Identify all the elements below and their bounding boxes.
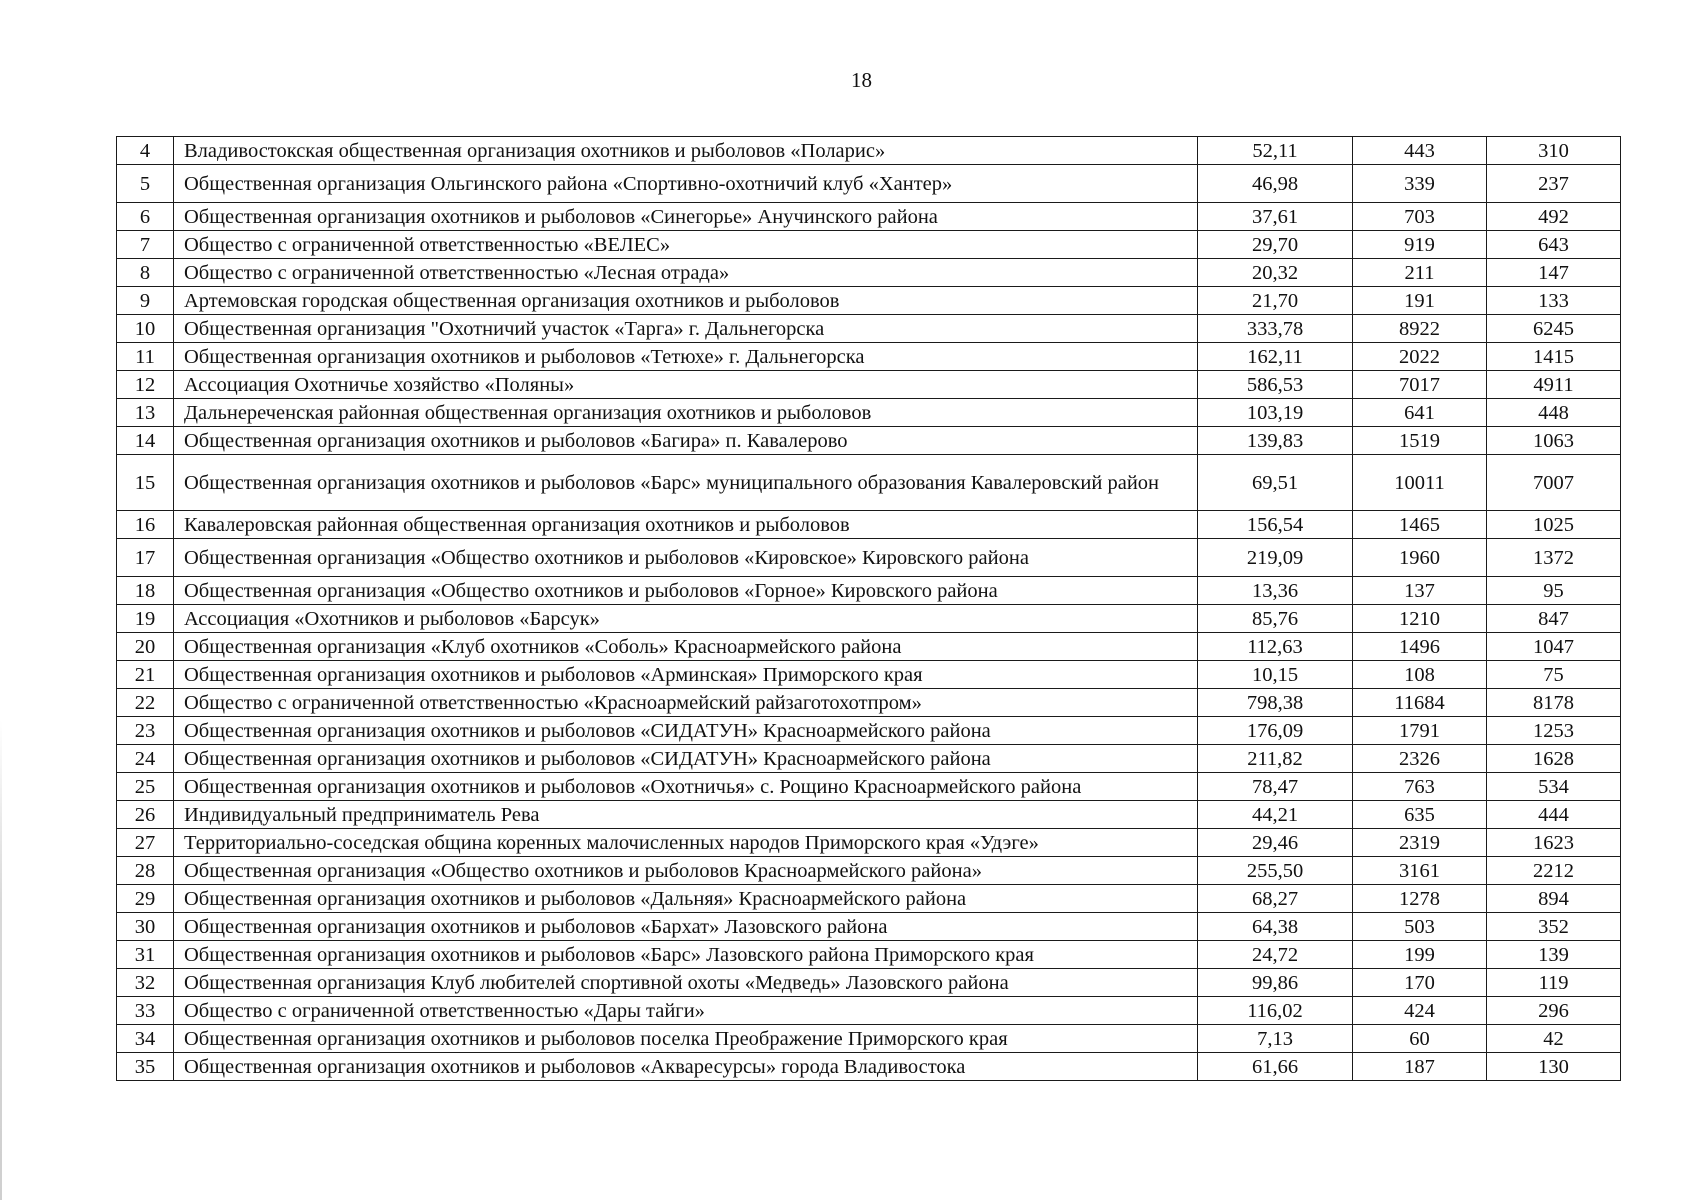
area-value: 139,83 bbox=[1198, 427, 1353, 455]
table-row bbox=[117, 689, 1621, 717]
row-number: 12 bbox=[117, 371, 174, 399]
organization-name: Дальнереченская районная общественная организация охотников и рыболовов bbox=[174, 399, 1198, 427]
value-1: 1496 bbox=[1353, 633, 1487, 661]
table-row bbox=[117, 633, 1621, 661]
value-1: 443 bbox=[1353, 137, 1487, 165]
table-row bbox=[117, 1053, 1621, 1081]
value-2: 139 bbox=[1487, 941, 1621, 969]
value-2: 133 bbox=[1487, 287, 1621, 315]
table-row bbox=[117, 857, 1621, 885]
row-number: 28 bbox=[117, 857, 174, 885]
value-1: 1960 bbox=[1353, 539, 1487, 577]
value-2: 1253 bbox=[1487, 717, 1621, 745]
table-body bbox=[117, 137, 1621, 1081]
value-2: 1628 bbox=[1487, 745, 1621, 773]
row-number: 21 bbox=[117, 661, 174, 689]
value-1: 191 bbox=[1353, 287, 1487, 315]
table-row bbox=[117, 1025, 1621, 1053]
organization-name: Общественная организация охотников и рыболовов «Арминская» Приморского края bbox=[174, 661, 1198, 689]
row-number: 5 bbox=[117, 165, 174, 203]
table-row bbox=[117, 427, 1621, 455]
value-2: 352 bbox=[1487, 913, 1621, 941]
value-2: 444 bbox=[1487, 801, 1621, 829]
value-2: 130 bbox=[1487, 1053, 1621, 1081]
area-value: 162,11 bbox=[1198, 343, 1353, 371]
value-1: 2319 bbox=[1353, 829, 1487, 857]
row-number: 32 bbox=[117, 969, 174, 997]
organization-name: Общественная организация охотников и рыболовов «Барс» Лазовского района Приморского края bbox=[174, 941, 1198, 969]
value-2: 1415 bbox=[1487, 343, 1621, 371]
table-row bbox=[117, 399, 1621, 427]
table-row bbox=[117, 745, 1621, 773]
row-number: 11 bbox=[117, 343, 174, 371]
value-1: 635 bbox=[1353, 801, 1487, 829]
organization-name: Общественная организация охотников и рыболовов поселка Преображение Приморского края bbox=[174, 1025, 1198, 1053]
value-1: 1519 bbox=[1353, 427, 1487, 455]
value-1: 170 bbox=[1353, 969, 1487, 997]
value-2: 2212 bbox=[1487, 857, 1621, 885]
area-value: 7,13 bbox=[1198, 1025, 1353, 1053]
organization-name: Общественная организация охотников и рыболовов «Тетюхе» г. Дальнегорска bbox=[174, 343, 1198, 371]
table-row bbox=[117, 605, 1621, 633]
organization-name: Общественная организация "Охотничий участок «Тарга» г. Дальнегорска bbox=[174, 315, 1198, 343]
value-2: 1372 bbox=[1487, 539, 1621, 577]
value-1: 641 bbox=[1353, 399, 1487, 427]
row-number: 33 bbox=[117, 997, 174, 1025]
table-row bbox=[117, 829, 1621, 857]
value-2: 95 bbox=[1487, 577, 1621, 605]
value-2: 1063 bbox=[1487, 427, 1621, 455]
row-number: 18 bbox=[117, 577, 174, 605]
row-number: 26 bbox=[117, 801, 174, 829]
value-2: 75 bbox=[1487, 661, 1621, 689]
organization-name: Общественная организация охотников и рыболовов «СИДАТУН» Красноармейского района bbox=[174, 717, 1198, 745]
row-number: 27 bbox=[117, 829, 174, 857]
page-number: 18 bbox=[851, 68, 872, 92]
organization-name: Артемовская городская общественная организация охотников и рыболовов bbox=[174, 287, 1198, 315]
row-number: 4 bbox=[117, 137, 174, 165]
area-value: 798,38 bbox=[1198, 689, 1353, 717]
area-value: 21,70 bbox=[1198, 287, 1353, 315]
value-2: 8178 bbox=[1487, 689, 1621, 717]
area-value: 64,38 bbox=[1198, 913, 1353, 941]
organization-name: Общественная организация охотников и рыболовов «СИДАТУН» Красноармейского района bbox=[174, 745, 1198, 773]
area-value: 255,50 bbox=[1198, 857, 1353, 885]
organization-name: Ассоциация «Охотников и рыболовов «Барсук» bbox=[174, 605, 1198, 633]
value-1: 339 bbox=[1353, 165, 1487, 203]
table-row bbox=[117, 941, 1621, 969]
value-2: 894 bbox=[1487, 885, 1621, 913]
value-1: 10011 bbox=[1353, 455, 1487, 511]
organization-name: Ассоциация Охотничье хозяйство «Поляны» bbox=[174, 371, 1198, 399]
table-row bbox=[117, 661, 1621, 689]
organization-name: Общественная организация охотников и рыболовов «Багира» п. Кавалерово bbox=[174, 427, 1198, 455]
value-1: 2022 bbox=[1353, 343, 1487, 371]
value-1: 1210 bbox=[1353, 605, 1487, 633]
organization-name: Общественная организация охотников и рыболовов «Дальняя» Красноармейского района bbox=[174, 885, 1198, 913]
organization-name: Общественная организация «Клуб охотников «Соболь» Красноармейского района bbox=[174, 633, 1198, 661]
area-value: 116,02 bbox=[1198, 997, 1353, 1025]
value-1: 60 bbox=[1353, 1025, 1487, 1053]
table-row bbox=[117, 231, 1621, 259]
value-1: 2326 bbox=[1353, 745, 1487, 773]
value-1: 503 bbox=[1353, 913, 1487, 941]
organization-name: Общественная организация охотников и рыболовов «Охотничья» с. Рощино Красноармейского района bbox=[174, 773, 1198, 801]
table-row bbox=[117, 259, 1621, 287]
area-value: 10,15 bbox=[1198, 661, 1353, 689]
area-value: 44,21 bbox=[1198, 801, 1353, 829]
row-number: 29 bbox=[117, 885, 174, 913]
table-row bbox=[117, 371, 1621, 399]
row-number: 16 bbox=[117, 511, 174, 539]
value-2: 492 bbox=[1487, 203, 1621, 231]
row-number: 34 bbox=[117, 1025, 174, 1053]
row-number: 22 bbox=[117, 689, 174, 717]
row-number: 24 bbox=[117, 745, 174, 773]
table-row bbox=[117, 801, 1621, 829]
organization-name: Кавалеровская районная общественная организация охотников и рыболовов bbox=[174, 511, 1198, 539]
area-value: 333,78 bbox=[1198, 315, 1353, 343]
value-1: 108 bbox=[1353, 661, 1487, 689]
row-number: 10 bbox=[117, 315, 174, 343]
value-1: 703 bbox=[1353, 203, 1487, 231]
area-value: 13,36 bbox=[1198, 577, 1353, 605]
row-number: 15 bbox=[117, 455, 174, 511]
hunting-grounds-table bbox=[116, 136, 1621, 1081]
organization-name: Общество с ограниченной ответственностью «Лесная отрада» bbox=[174, 259, 1198, 287]
value-2: 847 bbox=[1487, 605, 1621, 633]
value-2: 1047 bbox=[1487, 633, 1621, 661]
organization-name: Общество с ограниченной ответственностью «Красноармейский райзаготохотпром» bbox=[174, 689, 1198, 717]
area-value: 69,51 bbox=[1198, 455, 1353, 511]
table-row bbox=[117, 287, 1621, 315]
area-value: 85,76 bbox=[1198, 605, 1353, 633]
area-value: 586,53 bbox=[1198, 371, 1353, 399]
area-value: 78,47 bbox=[1198, 773, 1353, 801]
value-2: 534 bbox=[1487, 773, 1621, 801]
organization-name: Общественная организация «Общество охотников и рыболовов Красноармейского района» bbox=[174, 857, 1198, 885]
value-1: 8922 bbox=[1353, 315, 1487, 343]
organization-name: Общество с ограниченной ответственностью «Дары тайги» bbox=[174, 997, 1198, 1025]
row-number: 13 bbox=[117, 399, 174, 427]
organization-name: Территориально-соседская община коренных малочисленных народов Приморского края «Удэге» bbox=[174, 829, 1198, 857]
value-2: 119 bbox=[1487, 969, 1621, 997]
value-2: 42 bbox=[1487, 1025, 1621, 1053]
data-table bbox=[116, 136, 1621, 1081]
value-2: 1025 bbox=[1487, 511, 1621, 539]
value-1: 424 bbox=[1353, 997, 1487, 1025]
area-value: 68,27 bbox=[1198, 885, 1353, 913]
organization-name: Владивостокская общественная организация охотников и рыболовов «Поларис» bbox=[174, 137, 1198, 165]
row-number: 30 bbox=[117, 913, 174, 941]
table-row bbox=[117, 511, 1621, 539]
row-number: 31 bbox=[117, 941, 174, 969]
area-value: 211,82 bbox=[1198, 745, 1353, 773]
value-2: 147 bbox=[1487, 259, 1621, 287]
organization-name: Общественная организация «Общество охотников и рыболовов «Горное» Кировского района bbox=[174, 577, 1198, 605]
row-number: 19 bbox=[117, 605, 174, 633]
table-row bbox=[117, 997, 1621, 1025]
area-value: 29,46 bbox=[1198, 829, 1353, 857]
table-row bbox=[117, 969, 1621, 997]
organization-name: Общественная организация охотников и рыболовов «Бархат» Лазовского района bbox=[174, 913, 1198, 941]
value-2: 1623 bbox=[1487, 829, 1621, 857]
table-row bbox=[117, 885, 1621, 913]
value-2: 237 bbox=[1487, 165, 1621, 203]
area-value: 103,19 bbox=[1198, 399, 1353, 427]
value-1: 11684 bbox=[1353, 689, 1487, 717]
row-number: 20 bbox=[117, 633, 174, 661]
table-row bbox=[117, 455, 1621, 511]
row-number: 25 bbox=[117, 773, 174, 801]
table-row bbox=[117, 137, 1621, 165]
area-value: 61,66 bbox=[1198, 1053, 1353, 1081]
organization-name: Индивидуальный предприниматель Рева bbox=[174, 801, 1198, 829]
table-row bbox=[117, 539, 1621, 577]
value-2: 6245 bbox=[1487, 315, 1621, 343]
value-1: 1465 bbox=[1353, 511, 1487, 539]
area-value: 156,54 bbox=[1198, 511, 1353, 539]
table-row bbox=[117, 913, 1621, 941]
value-2: 296 bbox=[1487, 997, 1621, 1025]
area-value: 52,11 bbox=[1198, 137, 1353, 165]
area-value: 46,98 bbox=[1198, 165, 1353, 203]
row-number: 9 bbox=[117, 287, 174, 315]
row-number: 8 bbox=[117, 259, 174, 287]
area-value: 99,86 bbox=[1198, 969, 1353, 997]
row-number: 35 bbox=[117, 1053, 174, 1081]
area-value: 24,72 bbox=[1198, 941, 1353, 969]
value-2: 7007 bbox=[1487, 455, 1621, 511]
organization-name: Общественная организация Ольгинского района «Спортивно-охотничий клуб «Хантер» bbox=[174, 165, 1198, 203]
row-number: 14 bbox=[117, 427, 174, 455]
value-1: 3161 bbox=[1353, 857, 1487, 885]
area-value: 20,32 bbox=[1198, 259, 1353, 287]
area-value: 112,63 bbox=[1198, 633, 1353, 661]
organization-name: Общественная организация охотников и рыболовов «Барс» муниципального образования Кавалеровский район bbox=[174, 455, 1198, 511]
table-row bbox=[117, 165, 1621, 203]
row-number: 17 bbox=[117, 539, 174, 577]
value-1: 187 bbox=[1353, 1053, 1487, 1081]
organization-name: Общественная организация Клуб любителей спортивной охоты «Медведь» Лазовского района bbox=[174, 969, 1198, 997]
value-1: 211 bbox=[1353, 259, 1487, 287]
organization-name: Общественная организация «Общество охотников и рыболовов «Кировское» Кировского района bbox=[174, 539, 1198, 577]
value-1: 137 bbox=[1353, 577, 1487, 605]
table-row bbox=[117, 773, 1621, 801]
organization-name: Общественная организация охотников и рыболовов «Синегорье» Анучинского района bbox=[174, 203, 1198, 231]
area-value: 219,09 bbox=[1198, 539, 1353, 577]
table-row bbox=[117, 203, 1621, 231]
organization-name: Общество с ограниченной ответственностью «ВЕЛЕС» bbox=[174, 231, 1198, 259]
value-2: 4911 bbox=[1487, 371, 1621, 399]
organization-name: Общественная организация охотников и рыболовов «Акваресурсы» города Владивостока bbox=[174, 1053, 1198, 1081]
row-number: 6 bbox=[117, 203, 174, 231]
area-value: 176,09 bbox=[1198, 717, 1353, 745]
value-1: 919 bbox=[1353, 231, 1487, 259]
table-row bbox=[117, 577, 1621, 605]
value-1: 199 bbox=[1353, 941, 1487, 969]
value-2: 643 bbox=[1487, 231, 1621, 259]
table-row bbox=[117, 315, 1621, 343]
row-number: 7 bbox=[117, 231, 174, 259]
area-value: 37,61 bbox=[1198, 203, 1353, 231]
value-2: 448 bbox=[1487, 399, 1621, 427]
value-1: 1791 bbox=[1353, 717, 1487, 745]
table-row bbox=[117, 717, 1621, 745]
scan-edge bbox=[0, 0, 2, 1200]
area-value: 29,70 bbox=[1198, 231, 1353, 259]
value-2: 310 bbox=[1487, 137, 1621, 165]
row-number: 23 bbox=[117, 717, 174, 745]
value-1: 7017 bbox=[1353, 371, 1487, 399]
value-1: 1278 bbox=[1353, 885, 1487, 913]
value-1: 763 bbox=[1353, 773, 1487, 801]
table-row bbox=[117, 343, 1621, 371]
